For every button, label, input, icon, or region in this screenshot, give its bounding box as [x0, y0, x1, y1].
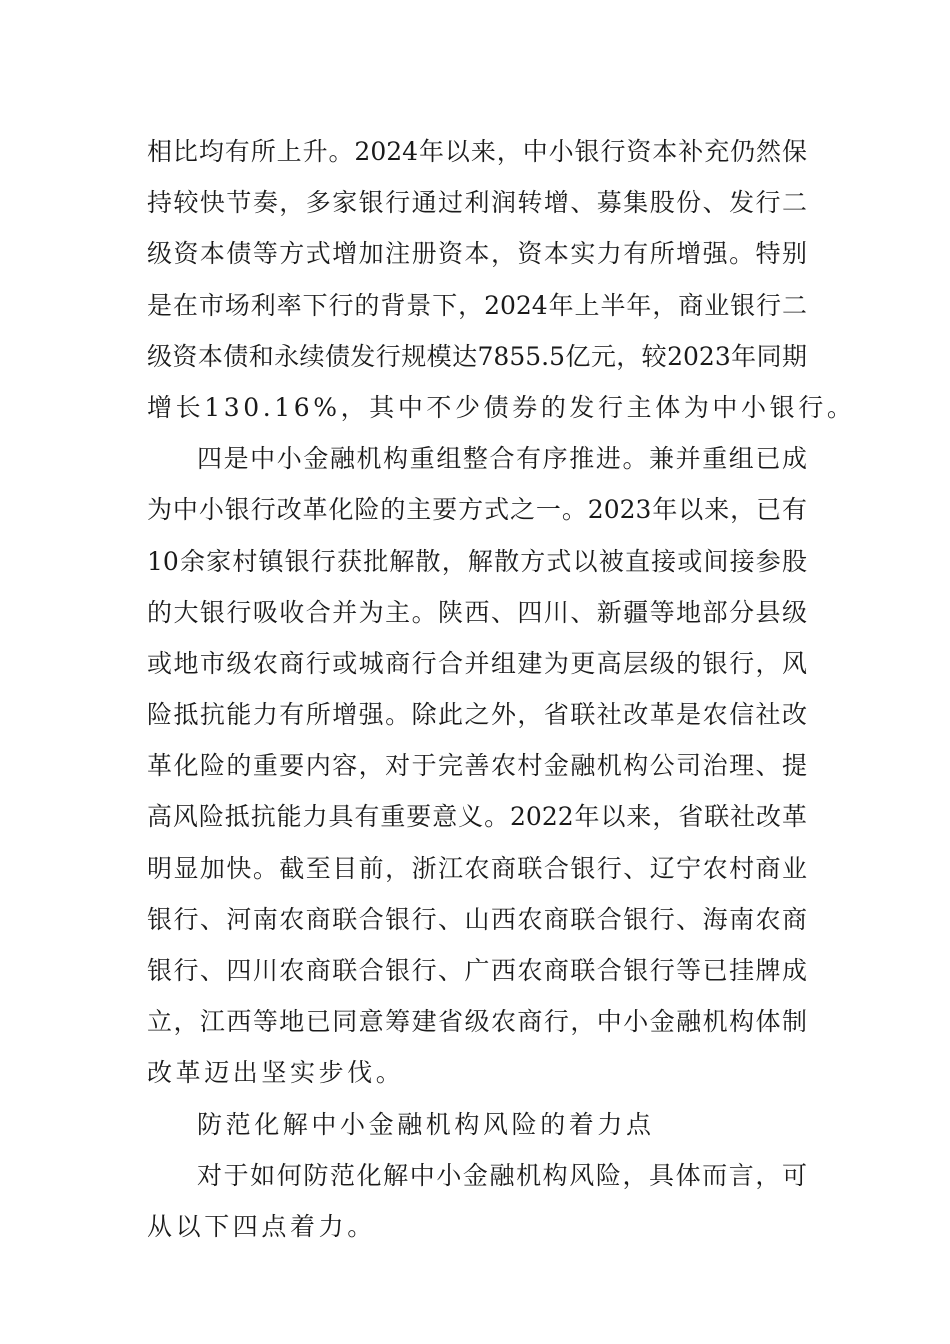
paragraph-line: 高风险抵抗能力具有重要意义。2022年以来，省联社改革 [147, 802, 807, 832]
paragraph-line: 10余家村镇银行获批解散，解散方式以被直接或间接参股 [147, 546, 807, 576]
paragraph-line: 改革迈出坚实步伐。 [147, 1058, 405, 1088]
paragraph-line: 银行、河南农商联合银行、山西农商联合银行、海南农商 [147, 904, 807, 934]
paragraph-line: 立，江西等地已同意筹建省级农商行，中小金融机构体制 [147, 1007, 807, 1037]
section-heading: 防范化解中小金融机构风险的着力点 [197, 1109, 655, 1139]
paragraph-line: 银行、四川农商联合银行、广西农商联合银行等已挂牌成 [147, 956, 807, 985]
paragraph-line: 增长130.16%，其中不少债券的发行主体为中小银行。 [147, 392, 856, 422]
paragraph-line: 持较快节奏，多家银行通过利润转增、募集股份、发行二 [147, 188, 807, 218]
paragraph-line: 四是中小金融机构重组整合有序推进。兼并重组已成 [197, 444, 807, 474]
paragraph-line: 级资本债和永续债发行规模达7855.5亿元，较2023年同期 [147, 341, 807, 371]
paragraph-line: 革化险的重要内容，对于完善农村金融机构公司治理、提 [147, 751, 807, 781]
paragraph-line: 对于如何防范化解中小金融机构风险，具体而言，可 [197, 1160, 807, 1190]
paragraph-line: 相比均有所上升。2024年以来，中小银行资本补充仍然保 [147, 137, 807, 166]
document-page [147, 126, 856, 1252]
paragraph-line: 是在市场利率下行的背景下，2024年上半年，商业银行二 [147, 290, 807, 320]
paragraph-line: 级资本债等方式增加注册资本，资本实力有所增强。特别 [147, 239, 807, 269]
paragraph-line: 为中小银行改革化险的主要方式之一。2023年以来，已有 [147, 495, 807, 525]
paragraph-line: 险抵抗能力有所增强。除此之外，省联社改革是农信社改 [147, 700, 807, 730]
paragraph-line: 从以下四点着力。 [147, 1211, 376, 1241]
paragraph-line: 或地市级农商行或城商行合并组建为更高层级的银行，风 [147, 648, 807, 678]
paragraph-line: 的大银行吸收合并为主。陕西、四川、新疆等地部分县级 [147, 597, 807, 627]
paragraph-line: 明显加快。截至目前，浙江农商联合银行、辽宁农村商业 [147, 853, 807, 883]
